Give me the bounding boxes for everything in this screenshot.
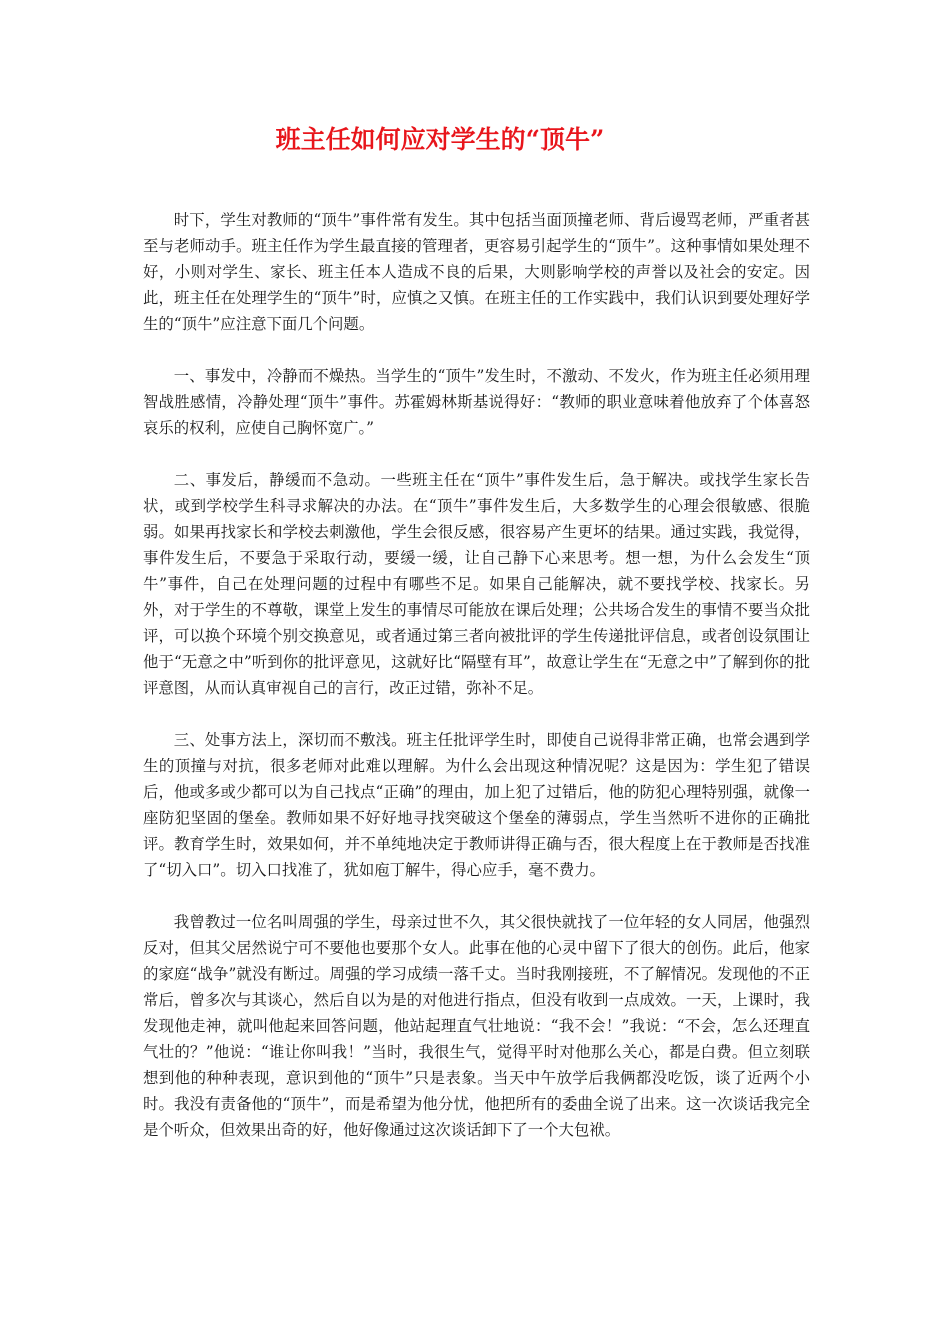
paragraph-example: 我曾教过一位名叫周强的学生，母亲过世不久，其父很快就找了一位年轻的女人同居，他强烈反对，但其父居然说宁可不要他也要那个女人。此事在他的心灵中留下了很大的创伤。此后，他家的家庭“战争”就没有断过。周强的学习成绩一落千丈。当时我刚接班，不了解情况。发现他的不正常后，曾多次与其谈心，然后自以为是的对他进行指点，但没有收到一点成效。一天，上课时，我发现他走神，就叫他起来回答问题，他站起理直气壮地说：“我不会！”我说：“不会，怎么还理直气壮的？”他说：“谁让你叫我！”当时，我很生气，觉得平时对他那么关心，都是白费。但立刻联想到他的种种表现，意识到他的“顶牛”只是表象。当天中午放学后我俩都没吃饭，谈了近两个小时。我没有责备他的“顶牛”，而是希望为他分忧，他把所有的委曲全说了出来。这一次谈话我完全是个听众，但效果出奇的好，他好像通过这次谈话卸下了一个大包袱。 — [143, 913, 810, 1139]
document-title: 班主任如何应对学生的“顶牛” — [275, 125, 605, 154]
document-body — [143, 207, 810, 1169]
paragraph-point-three: 三、处事方法上，深切而不敷浅。班主任批评学生时，即使自己说得非常正确，也常会遇到学生的顶撞与对抗，很多老师对此难以理解。为什么会出现这种情况呢？这是因为：学生犯了错误后，他或多或少都可以为自己找点“正确”的理由，加上犯了过错后，他的防犯心理特别强，就像一座防犯坚固的堡垒。教师如果不好好地寻找突破这个堡垒的薄弱点，学生当然听不进你的正确批评。教育学生时，效果如何，并不单纯地决定于教师讲得正确与否，很大程度上在于教师是否找准了“切入口”。切入口找准了，犹如庖丁解牛，得心应手，毫不费力。 — [143, 731, 810, 879]
paragraph-point-one: 一、事发中，冷静而不燥热。当学生的“顶牛”发生时，不激动、不发火，作为班主任必须用理智战胜感情，冷静处理“顶牛”事件。苏霍姆林斯基说得好：“教师的职业意味着他放弃了个体喜怒哀乐的权利，应使自己胸怀宽广。” — [143, 367, 810, 437]
paragraph-intro: 时下，学生对教师的“顶牛”事件常有发生。其中包括当面顶撞老师、背后谩骂老师，严重者甚至与老师动手。班主任作为学生最直接的管理者，更容易引起学生的“顶牛”。这种事情如果处理不好，小则对学生、家长、班主任本人造成不良的后果，大则影响学校的声誉以及社会的安定。因此，班主任在处理学生的“顶牛”时，应慎之又慎。在班主任的工作实践中，我们认识到要处理好学生的“顶牛”应注意下面几个问题。 — [143, 211, 810, 333]
paragraph-point-two: 二、事发后，静缓而不急动。一些班主任在“顶牛”事件发生后，急于解决。或找学生家长告状，或到学校学生科寻求解决的办法。在“顶牛”事件发生后，大多数学生的心理会很敏感、很脆弱。如果再找家长和学校去刺激他，学生会很反感，很容易产生更坏的结果。通过实践，我觉得，事件发生后，不要急于采取行动，要缓一缓，让自己静下心来思考。想一想，为什么会发生“顶牛”事件，自己在处理问题的过程中有哪些不足。如果自己能解决，就不要找学校、找家长。另外，对于学生的不尊敬，课堂上发生的事情尽可能放在课后处理；公共场合发生的事情不要当众批评，可以换个环境个别交换意见，或者通过第三者向被批评的学生传递批评信息，或者创设氛围让他于“无意之中”听到你的批评意见，这就好比“隔壁有耳”，故意让学生在“无意之中”了解到你的批评意图，从而认真审视自己的言行，改正过错，弥补不足。 — [143, 471, 810, 697]
